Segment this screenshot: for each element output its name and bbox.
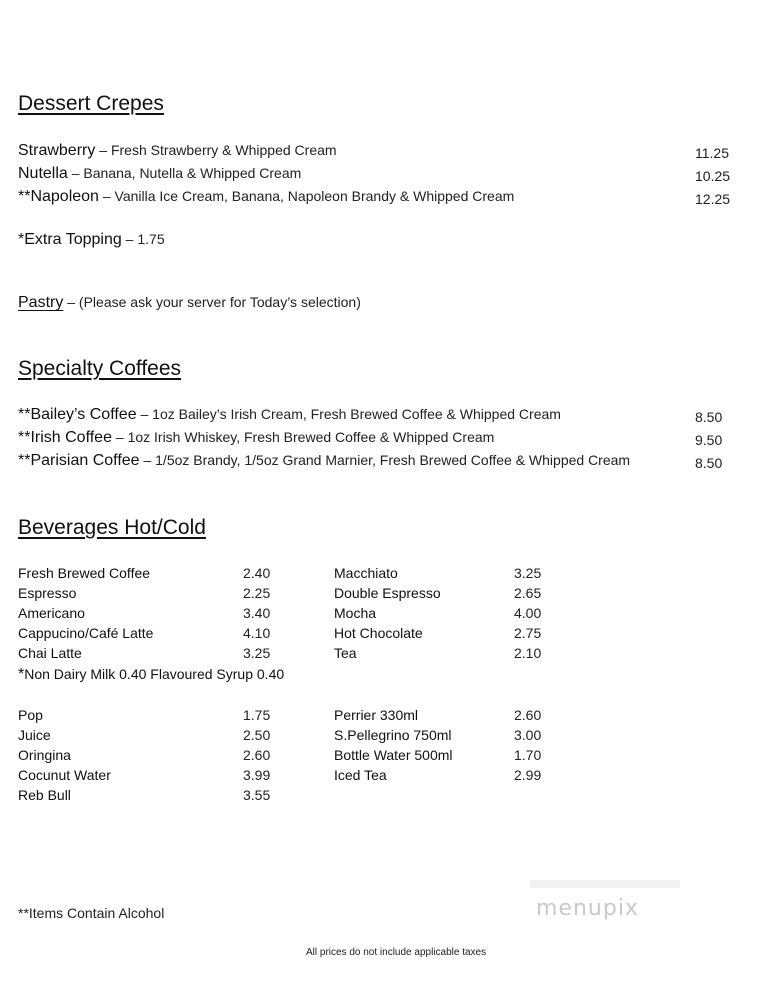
- item-separator: –: [95, 142, 111, 158]
- bev-price: 4.10: [243, 625, 271, 641]
- item-name: Nutella: [18, 165, 68, 182]
- bev-price: 3.99: [243, 767, 271, 783]
- item-separator: –: [67, 165, 84, 181]
- dessert-heading: Dessert Crepes: [18, 92, 164, 115]
- bev-price: 1.75: [243, 707, 271, 723]
- bev-price: 2.10: [514, 645, 542, 661]
- bev-name: Espresso: [18, 585, 77, 601]
- bev-price: 3.25: [243, 645, 271, 661]
- bev-price: 3.00: [514, 727, 542, 743]
- bev-price: 4.00: [514, 605, 542, 621]
- item-description: Banana, Nutella & Whipped Cream: [83, 165, 302, 181]
- pastry-description: (Please ask your server for Today’s selection): [78, 294, 361, 310]
- menu-item: [18, 429, 494, 447]
- watermark-bar: [530, 880, 680, 888]
- pastry-line: [18, 294, 361, 312]
- item-name: **Bailey’s Coffee: [18, 406, 137, 423]
- item-price: 11.25: [695, 145, 729, 161]
- bev-price: 2.40: [243, 565, 271, 581]
- menu-item: [18, 142, 337, 160]
- bev-name: Americano: [18, 605, 85, 621]
- bev-name: S.Pellegrino 750ml: [334, 727, 452, 743]
- watermark-logo: menupix: [536, 896, 639, 921]
- bev-name: Mocha: [334, 605, 377, 621]
- item-price: 10.25: [695, 168, 731, 184]
- menu-item: [18, 165, 301, 183]
- bev-price: 3.40: [243, 605, 271, 621]
- beverages-heading: Beverages Hot/Cold: [18, 516, 206, 539]
- item-name: **Irish Coffee: [18, 429, 112, 446]
- item-separator: –: [136, 406, 153, 422]
- item-separator: –: [139, 452, 156, 468]
- bev-name: Perrier 330ml: [334, 707, 419, 723]
- bev-name: Pop: [18, 707, 43, 723]
- bev-name: Hot Chocolate: [334, 625, 423, 641]
- item-description: Fresh Strawberry & Whipped Cream: [110, 142, 337, 158]
- item-name: **Napoleon: [18, 188, 99, 205]
- bev-name: Macchiato: [334, 565, 398, 581]
- item-separator: –: [98, 188, 115, 204]
- menu-item: [18, 406, 561, 424]
- bev-name: Double Espresso: [334, 585, 441, 601]
- bev-price: 2.75: [514, 625, 542, 641]
- item-price: 12.25: [695, 191, 731, 207]
- non-dairy-label: Non Dairy Milk: [24, 666, 116, 682]
- alcohol-note: **Items Contain Alcohol: [18, 905, 165, 921]
- bev-name: Cocunut Water: [18, 767, 111, 783]
- item-separator: –: [63, 294, 79, 310]
- item-description: 1oz Irish Whiskey, Fresh Brewed Coffee & Whipped Cream: [127, 429, 495, 445]
- bev-name: Fresh Brewed Coffee: [18, 565, 151, 581]
- syrup-price: 0.40: [256, 666, 285, 682]
- item-description: Vanilla Ice Cream, Banana, Napoleon Brandy & Whipped Cream: [114, 188, 515, 204]
- bev-price: 2.60: [243, 747, 271, 763]
- bev-name: Iced Tea: [334, 767, 387, 783]
- item-price: 8.50: [695, 409, 723, 425]
- item-price: 1.75: [137, 231, 165, 247]
- item-name: **Parisian Coffee: [18, 452, 140, 469]
- item-name: *Extra Topping: [18, 231, 122, 248]
- bev-name: Chai Latte: [18, 645, 82, 661]
- bev-price: 2.60: [514, 707, 542, 723]
- bev-price: 2.99: [514, 767, 542, 783]
- bev-name: Juice: [18, 727, 51, 743]
- item-description: 1oz Bailey’s Irish Cream, Fresh Brewed Coffee & Whipped Cream: [152, 406, 561, 422]
- bev-price: 2.25: [243, 585, 271, 601]
- non-dairy-price: 0.40: [119, 666, 147, 682]
- bev-name: Bottle Water 500ml: [334, 747, 453, 763]
- item-separator: –: [121, 231, 138, 247]
- coffees-heading: Specialty Coffees: [18, 357, 182, 380]
- addon-star: *: [18, 666, 25, 683]
- bev-price: 3.55: [243, 787, 271, 803]
- bev-price: 3.25: [514, 565, 542, 581]
- bev-price: 1.70: [514, 747, 542, 763]
- addons-line: [18, 666, 284, 684]
- item-separator: –: [111, 429, 128, 445]
- bev-price: 2.65: [514, 585, 542, 601]
- bev-name: Tea: [334, 645, 357, 661]
- syrup-label: Flavoured Syrup: [150, 666, 253, 682]
- bev-name: Oringina: [18, 747, 71, 763]
- item-description: 1/5oz Brandy, 1/5oz Grand Marnier, Fresh Brewed Coffee & Whipped Cream: [155, 452, 631, 468]
- item-price: 9.50: [695, 432, 723, 448]
- tax-note: All prices do not include applicable taxes: [306, 947, 487, 958]
- pastry-label: Pastry: [18, 294, 64, 311]
- bev-name: Cappucino/Café Latte: [18, 625, 154, 641]
- item-name: Strawberry: [18, 142, 96, 159]
- menu-item: [18, 452, 630, 470]
- menu-item: [18, 188, 514, 206]
- item-price: 8.50: [695, 455, 723, 471]
- bev-name: Reb Bull: [18, 787, 71, 803]
- extra-topping: [18, 231, 165, 249]
- bev-price: 2.50: [243, 727, 271, 743]
